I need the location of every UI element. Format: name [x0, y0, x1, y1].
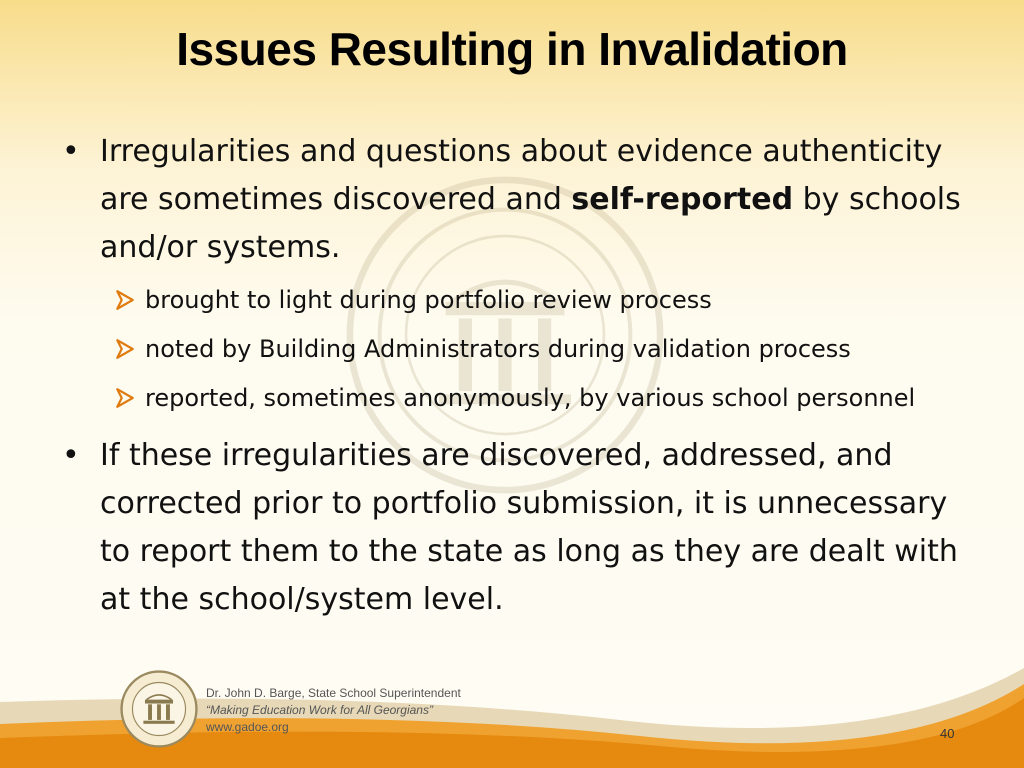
sub-bullet-item-3 — [62, 378, 972, 418]
footer-superintendent: Dr. John D. Barge, State School Superintendent — [206, 686, 461, 700]
sub-bullet-item-2 — [62, 329, 972, 369]
slide-content — [62, 128, 972, 624]
footer-motto: “Making Education Work for All Georgians” — [206, 703, 433, 717]
sub-bullet-text: noted by Building Administrators during validation process — [145, 335, 851, 363]
bullet-text-part: Irregularities and questions about evidence authenticity are sometimes discovered and — [100, 134, 943, 217]
footer-credits — [206, 685, 461, 736]
slide-title: Issues Resulting in Invalidation — [176, 23, 848, 75]
bullet-item-2 — [62, 432, 972, 624]
bullet-marker: • — [62, 438, 80, 473]
footer-website: www.gadoe.org — [206, 720, 289, 734]
arrow-bullet-icon — [114, 387, 136, 409]
bullet-text-bold: self-reported — [571, 182, 794, 217]
page-number: 40 — [940, 726, 955, 741]
bullet-text: If these irregularities are discovered, addressed, and corrected prior to portfolio submission, it is unnecessary to report them to the state as long as they are dealt with at the school/system level. — [100, 438, 958, 617]
arrow-bullet-icon — [114, 289, 136, 311]
sub-bullet-item-1 — [62, 280, 972, 320]
sub-bullet-text: reported, sometimes anonymously, by various school personnel — [145, 384, 916, 412]
arrow-bullet-icon — [114, 338, 136, 360]
georgia-doe-seal-icon — [120, 670, 198, 748]
sub-bullet-text: brought to light during portfolio review process — [145, 286, 712, 314]
bullet-marker: • — [62, 134, 80, 169]
bullet-text-part: by schools and/or systems. — [100, 182, 961, 265]
bullet-item-1 — [62, 128, 972, 272]
